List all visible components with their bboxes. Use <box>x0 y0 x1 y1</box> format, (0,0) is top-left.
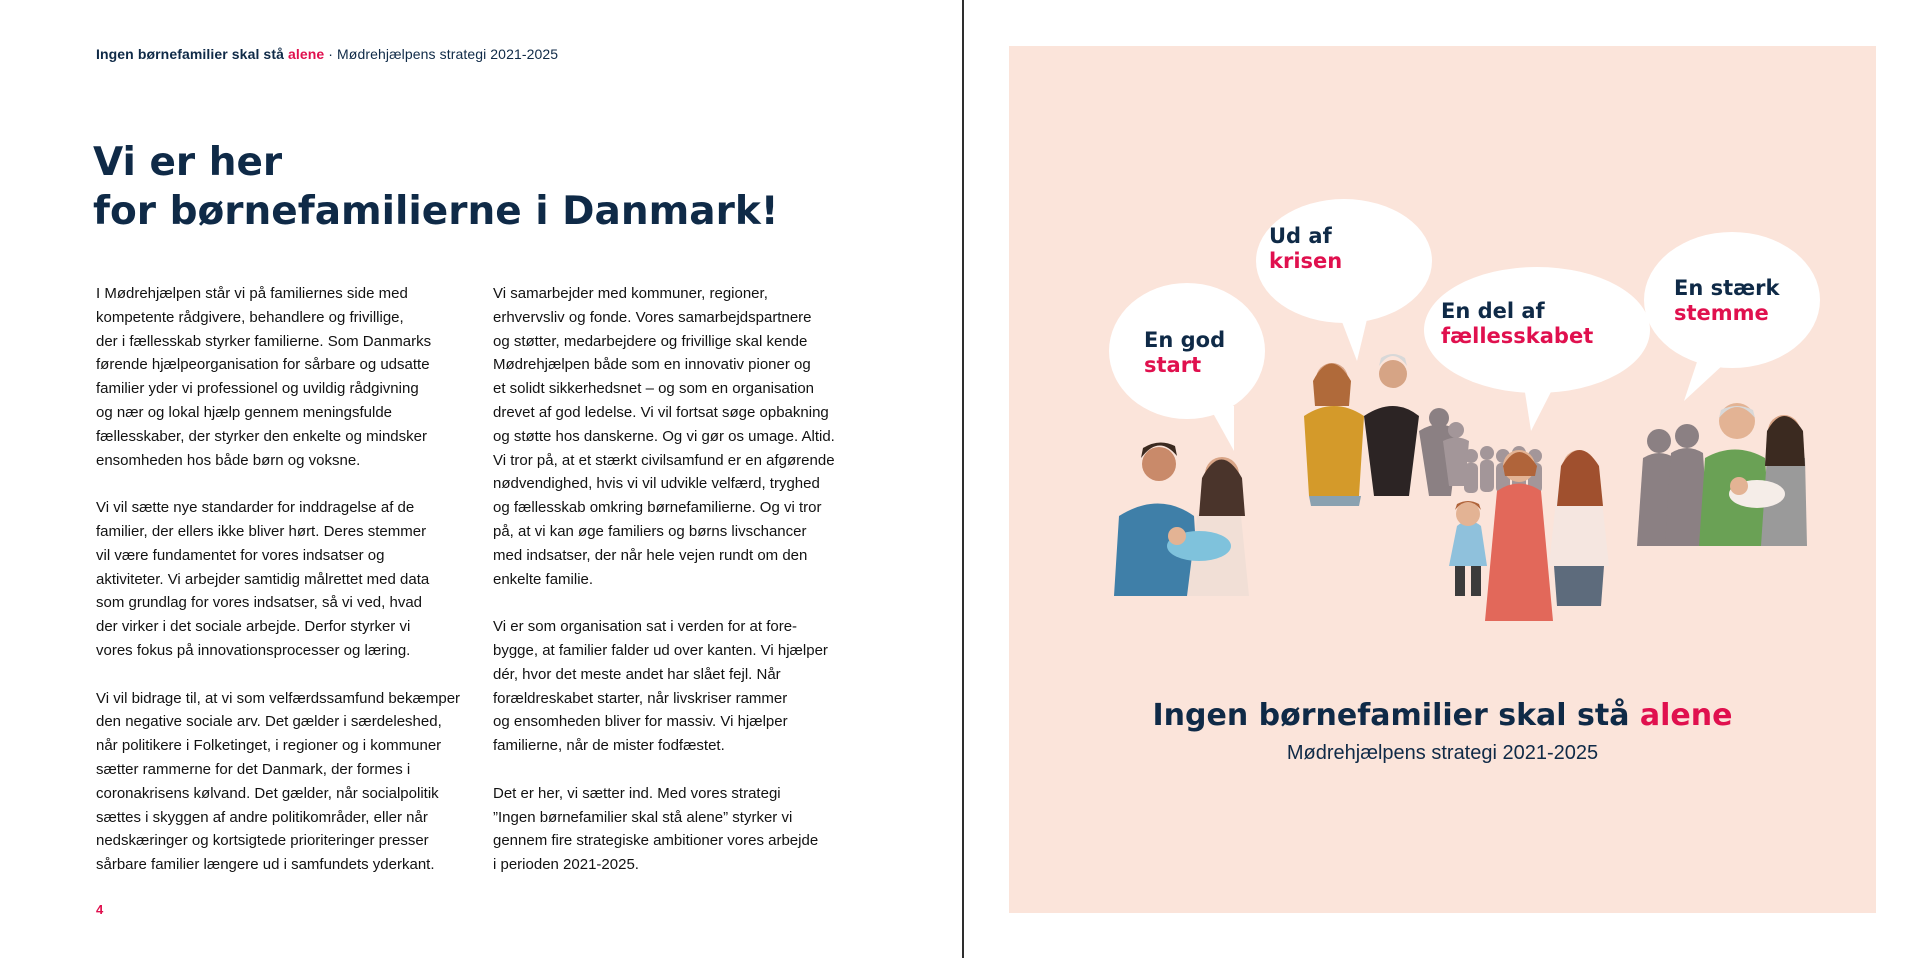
body-paragraph <box>493 282 875 591</box>
text-line: på, at vi kan øge familiers og børns livschancer <box>493 522 807 540</box>
text-line: når politikere i Folketinget, i regioner og i kommuner <box>96 737 442 755</box>
text-line: den negative sociale arv. Det gælder i særdeleshed, <box>96 713 442 731</box>
family-illustration-new-parents <box>1114 442 1249 596</box>
body-paragraph <box>96 496 478 663</box>
running-header <box>96 46 558 62</box>
page-number: 4 <box>96 902 104 917</box>
speech-bubble-3 <box>1424 267 1650 431</box>
text-line: sårbare familier længere ud i samfundets yderkant. <box>96 856 435 874</box>
text-line: og støtter, medarbejdere og frivillige skal kende <box>493 332 808 350</box>
text-line: bygge, at familier falder ud over kanten. Vi hjælper <box>493 641 828 659</box>
text-line: dér, hvor det meste andet har slået fejl. Når <box>493 665 781 683</box>
text-line: der i fællesskab styrker familierne. Som Danmarks <box>96 332 432 350</box>
header-title-strong: Ingen børnefamilier skal stå <box>96 46 284 62</box>
bubble-good-start: En god start <box>1144 328 1226 377</box>
body-paragraph <box>493 782 875 877</box>
body-paragraph <box>493 615 875 758</box>
text-line: I Mødrehjælpen står vi på familiernes side med <box>96 285 408 302</box>
cover-title <box>1009 698 1876 733</box>
text-line: enkelte familie. <box>493 570 594 588</box>
text-line: Vi samarbejder med kommuner, regioner, <box>493 285 768 302</box>
page-title-line-1: Vi er her <box>93 140 283 185</box>
text-line: og ensomheden bliver for massiv. Vi hjælper <box>493 713 788 731</box>
cover-title-accent: alene <box>1639 698 1733 733</box>
text-line: sættes i skyggen af andre politikområder, eller når <box>96 808 428 826</box>
family-illustration-community <box>1449 446 1609 621</box>
text-line: familierne, når de mister fodfæstet. <box>493 737 725 755</box>
family-illustration-crisis <box>1304 354 1469 506</box>
text-line: Det er her, vi sætter ind. Med vores strategi <box>493 784 781 802</box>
text-line: nedskæringer og kortsigtede prioriteringer presser <box>96 832 429 850</box>
text-line: Vi tror på, at et stærkt civilsamfund er en afgørende <box>493 451 835 469</box>
text-line: Mødrehjælpen både som en innovativ pioner og <box>493 356 811 374</box>
text-line: og nær og lokal hjælp gennem meningsfulde <box>96 403 393 421</box>
text-column-left <box>96 282 478 901</box>
cover-subtitle: Mødrehjælpens strategi 2021-2025 <box>1286 742 1599 764</box>
text-line: og fællesskab omkring børnefamilierne. Og vi tror <box>493 499 822 517</box>
text-line: i perioden 2021-2025. <box>493 856 639 874</box>
text-line: Vi vil bidrage til, at vi som velfærdssamfund bekæmper <box>96 689 461 707</box>
family-illustration-voice <box>1637 403 1807 546</box>
text-line: coronakrisens kølvand. Det gælder, når socialpolitik <box>96 784 439 802</box>
bubble-part-of-community: En del af fællesskabet <box>1441 299 1594 348</box>
text-line: aktiviteter. Vi arbejder samtidig målrettet med data <box>96 570 430 588</box>
body-paragraph <box>96 282 478 472</box>
header-separator: · <box>324 46 338 62</box>
page-title <box>93 138 779 236</box>
strategy-cover <box>1009 46 1876 913</box>
text-line: et solidt sikkerhedsnet – og som en organisation <box>493 380 815 398</box>
header-subtitle: Mødrehjælpens strategi 2021-2025 <box>337 46 559 62</box>
page-title-line-2: for børnefamilierne i Danmark! <box>93 189 779 234</box>
cover-title-main: Ingen børnefamilier skal stå <box>1152 698 1630 733</box>
text-line: familier yder vi professionel og uvildig rådgivning <box>96 380 419 398</box>
text-line: Vi vil sætte nye standarder for inddragelse af de <box>96 499 415 517</box>
text-column-right <box>493 282 875 901</box>
text-line: Vi er som organisation sat i verden for at fore- <box>493 618 798 636</box>
header-title-accent: alene <box>287 46 325 62</box>
bubble-out-of-crisis: Ud af krisen <box>1269 224 1343 273</box>
text-line: forældreskabet starter, når livskriser rammer <box>493 689 788 707</box>
families-illustration <box>1009 46 1876 913</box>
text-line: vil være fundamentet for vores indsatser og <box>96 546 385 564</box>
body-paragraph <box>96 687 478 877</box>
text-line: og støtte hos danskerne. Og vi gør os umage. Altid. <box>493 427 835 445</box>
text-line: drevet af god ledelse. Vi vil fortsat søge opbakning <box>493 403 829 421</box>
text-line: gennem fire strategiske ambitioner vores arbejde <box>493 832 819 850</box>
text-line: nødvendighed, hvis vi vil udvikle velfærd, tryghed <box>493 475 820 493</box>
text-line: fællesskaber, der styrker den enkelte og mindsker <box>96 427 427 445</box>
text-line: kompetente rådgivere, behandlere og frivillige, <box>96 308 404 326</box>
text-line: sætter rammerne for det Danmark, der formes i <box>96 760 411 778</box>
text-line: førende hjælpeorganisation for sårbare og udsatte <box>96 356 430 374</box>
text-line: som grundlag for vores indsatser, så vi ved, hvad <box>96 594 423 612</box>
text-line: erhvervsliv og fonde. Vores samarbejdspartnere <box>493 308 812 326</box>
right-page <box>964 0 1920 958</box>
text-line: ”Ingen børnefamilier skal stå alene” styrker vi <box>493 808 793 826</box>
text-line: familier, der ellers ikke bliver hørt. Deres stemmer <box>96 522 427 540</box>
text-line: vores fokus på innovationsprocesser og læring. <box>96 641 411 659</box>
text-line: med indsatser, der når hele vejen rundt om den <box>493 546 808 564</box>
bubble-strong-voice: En stærk stemme <box>1674 276 1780 325</box>
text-line: der virker i det sociale arbejde. Derfor styrker vi <box>96 618 411 636</box>
text-line: ensomheden hos både børn og voksne. <box>96 451 361 469</box>
